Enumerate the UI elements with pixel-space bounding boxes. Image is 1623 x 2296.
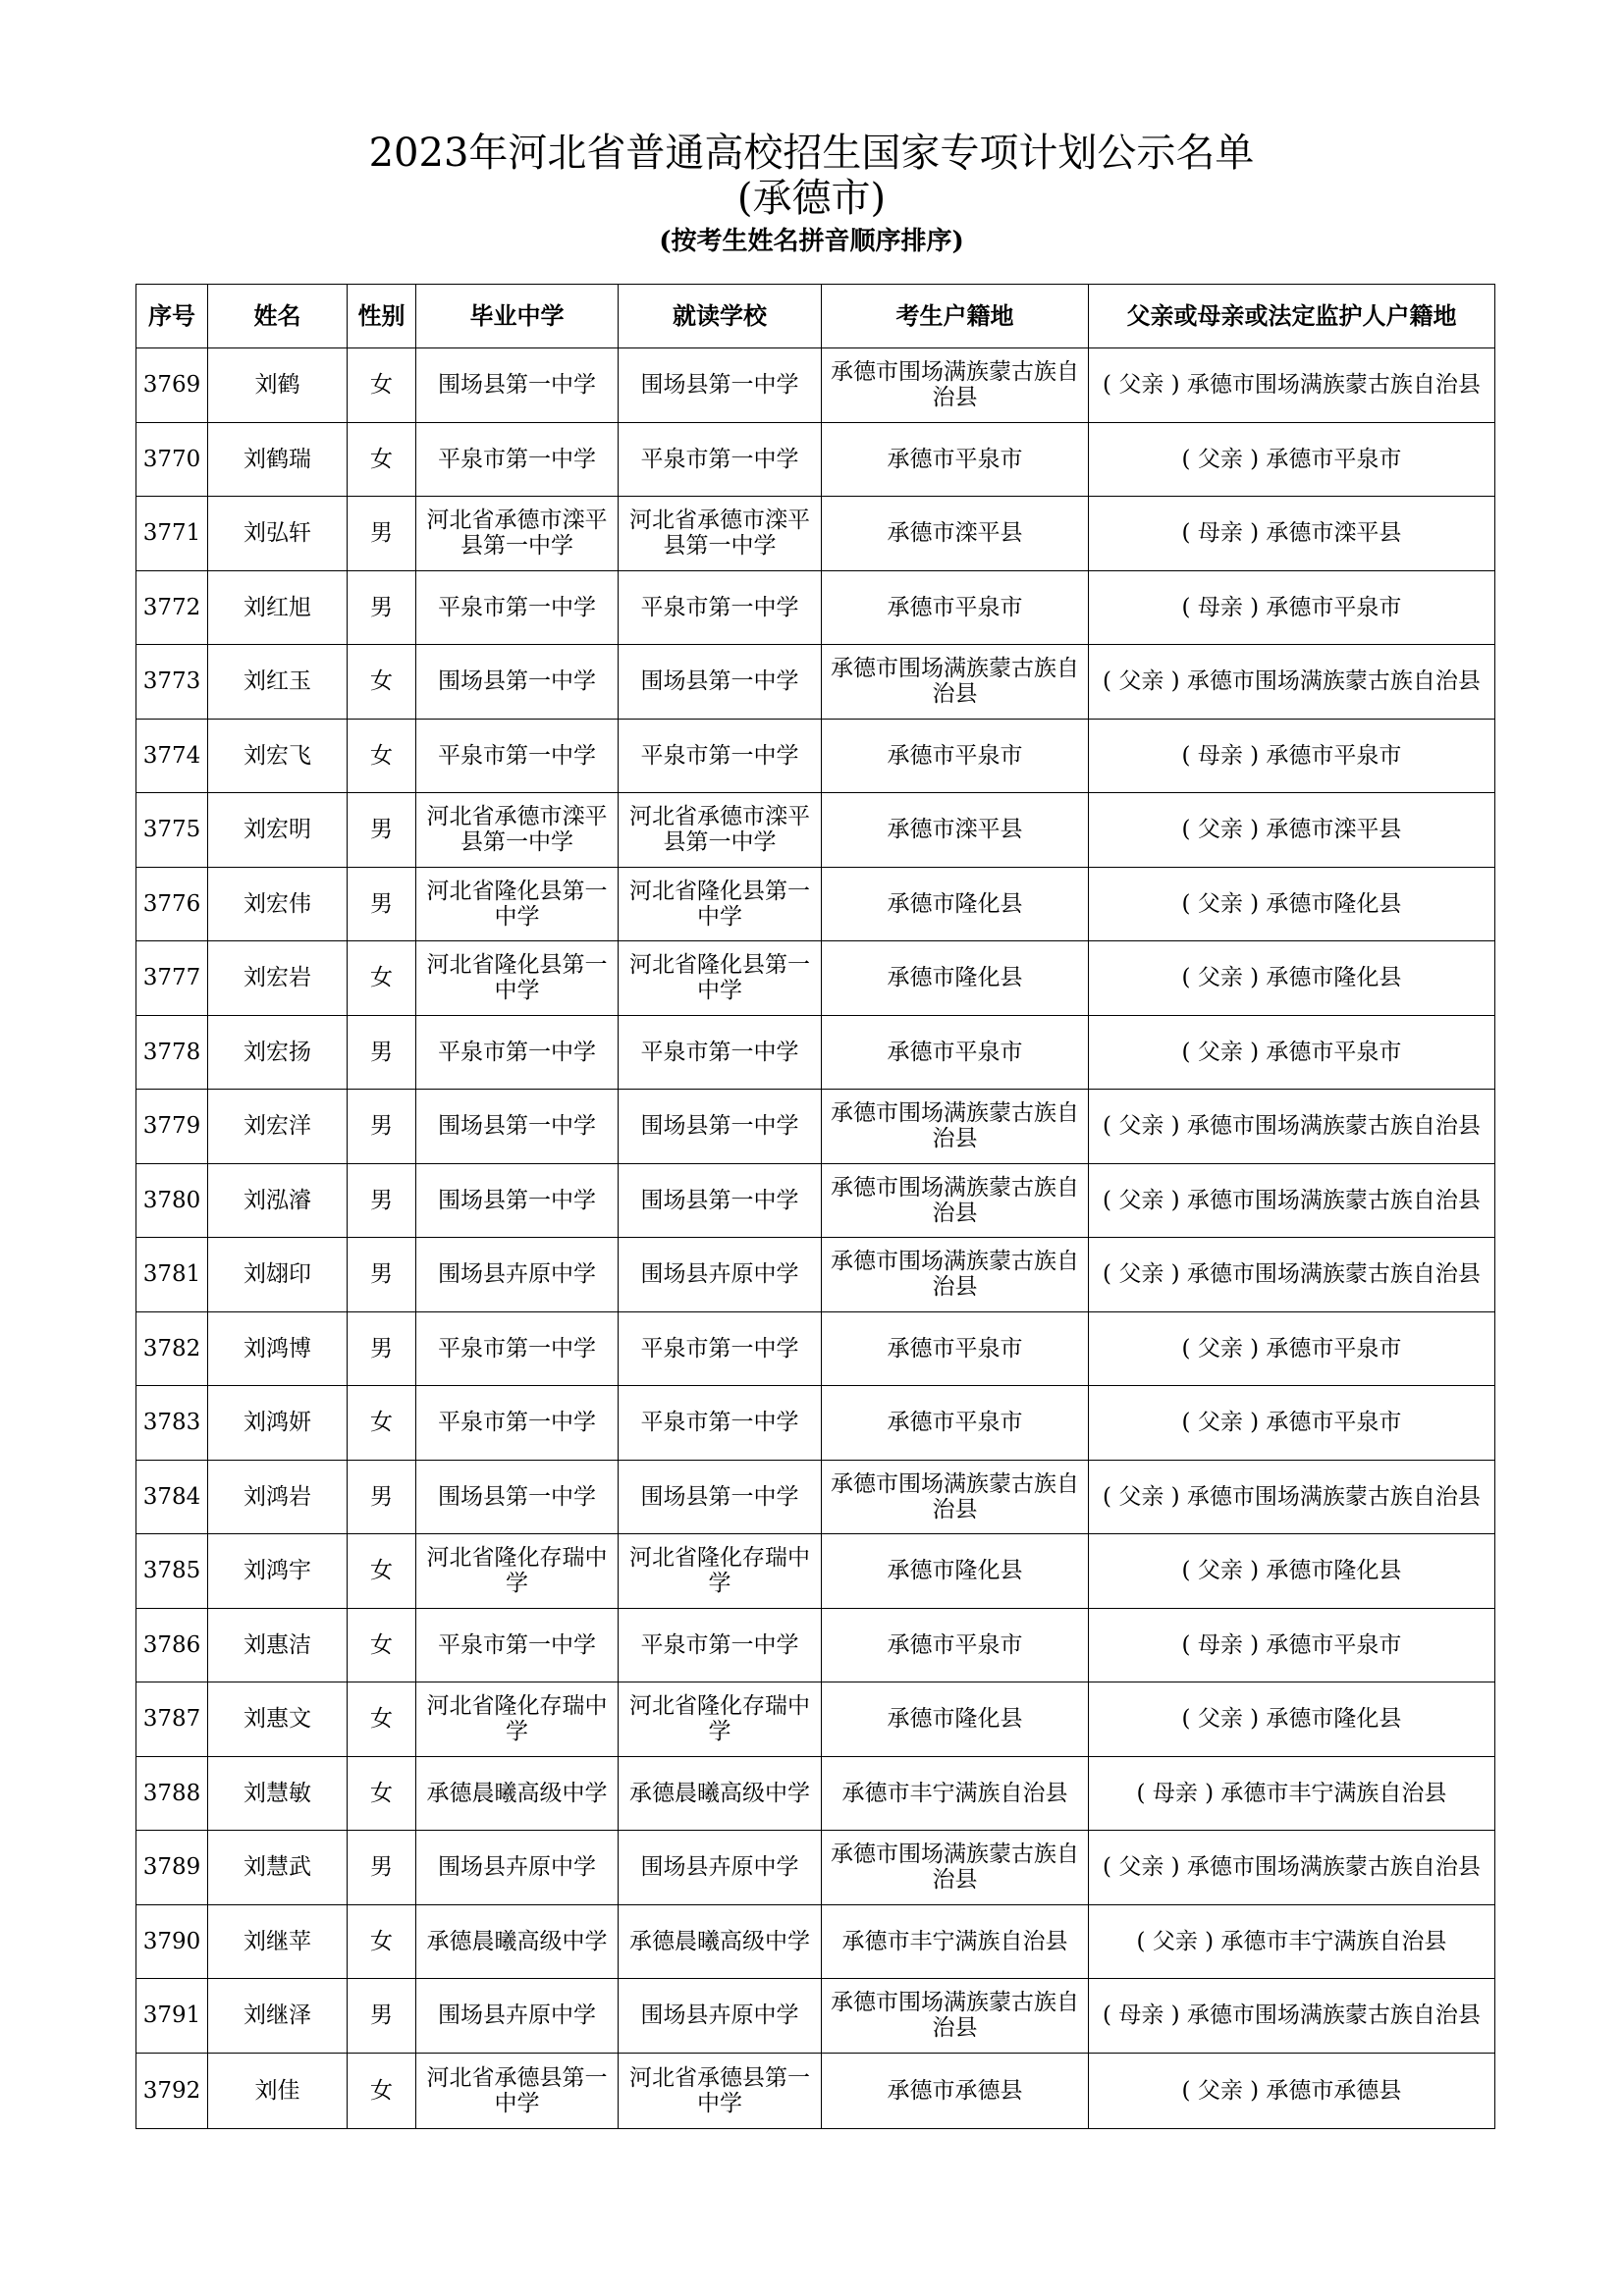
guardian-registration-cell: ( 父亲 ) 承德市隆化县 (1089, 867, 1495, 941)
current-school-cell: 河北省隆化县第一中学 (619, 867, 822, 941)
page-subtitle: (承德市) (736, 176, 887, 221)
table-row (136, 2053, 1495, 2128)
graduated-school-cell: 河北省隆化存瑞中学 (416, 1682, 619, 1757)
seq-cell: 3787 (136, 1682, 208, 1757)
name-cell: 刘惠洁 (208, 1608, 348, 1682)
guardian-registration-cell: ( 父亲 ) 承德市平泉市 (1089, 422, 1495, 497)
household-registration-cell: 承德市围场满族蒙古族自治县 (822, 1831, 1089, 1905)
household-registration-cell: 承德市平泉市 (822, 1608, 1089, 1682)
current-school-cell: 河北省承德市滦平县第一中学 (619, 497, 822, 571)
name-cell: 刘泓濬 (208, 1163, 348, 1238)
name-cell: 刘佳 (208, 2053, 348, 2128)
seq-cell: 3783 (136, 1386, 208, 1461)
seq-cell: 3780 (136, 1163, 208, 1238)
household-registration-cell: 承德市平泉市 (822, 1015, 1089, 1090)
current-school-cell: 河北省隆化存瑞中学 (619, 1534, 822, 1609)
gender-cell: 女 (348, 1682, 416, 1757)
household-registration-cell: 承德市承德县 (822, 2053, 1089, 2128)
seq-cell: 3775 (136, 793, 208, 868)
seq-cell: 3774 (136, 719, 208, 793)
table-row (136, 793, 1495, 868)
current-school-cell: 承德晨曦高级中学 (619, 1904, 822, 1979)
name-cell: 刘鹤 (208, 348, 348, 423)
household-registration-cell: 承德市隆化县 (822, 867, 1089, 941)
current-school-cell: 围场县第一中学 (619, 1163, 822, 1238)
guardian-registration-cell: ( 父亲 ) 承德市滦平县 (1089, 793, 1495, 868)
guardian-registration-cell: ( 父亲 ) 承德市隆化县 (1089, 941, 1495, 1016)
guardian-registration-cell: ( 父亲 ) 承德市围场满族蒙古族自治县 (1089, 1090, 1495, 1164)
guardian-registration-cell: ( 父亲 ) 承德市平泉市 (1089, 1311, 1495, 1386)
graduated-school-cell: 围场县卉原中学 (416, 1238, 619, 1312)
seq-cell: 3792 (136, 2053, 208, 2128)
table-row (136, 1015, 1495, 1090)
graduated-school-cell: 平泉市第一中学 (416, 422, 619, 497)
table-row (136, 570, 1495, 645)
table-row (136, 1904, 1495, 1979)
seq-cell: 3779 (136, 1090, 208, 1164)
gender-cell: 男 (348, 1015, 416, 1090)
col-header-household-registration: 考生户籍地 (822, 285, 1089, 348)
gender-cell: 男 (348, 1238, 416, 1312)
graduated-school-cell: 围场县第一中学 (416, 1090, 619, 1164)
household-registration-cell: 承德市隆化县 (822, 1682, 1089, 1757)
household-registration-cell: 承德市围场满族蒙古族自治县 (822, 1979, 1089, 2054)
name-cell: 刘宏飞 (208, 719, 348, 793)
table-row (136, 1682, 1495, 1757)
current-school-cell: 围场县第一中学 (619, 1460, 822, 1534)
household-registration-cell: 承德市隆化县 (822, 1534, 1089, 1609)
table-row (136, 422, 1495, 497)
household-registration-cell: 承德市隆化县 (822, 941, 1089, 1016)
seq-cell: 3773 (136, 645, 208, 720)
guardian-registration-cell: ( 父亲 ) 承德市隆化县 (1089, 1534, 1495, 1609)
graduated-school-cell: 平泉市第一中学 (416, 570, 619, 645)
gender-cell: 女 (348, 2053, 416, 2128)
name-cell: 刘鹤瑞 (208, 422, 348, 497)
name-cell: 刘红玉 (208, 645, 348, 720)
col-header-current-school: 就读学校 (619, 285, 822, 348)
gender-cell: 男 (348, 793, 416, 868)
graduated-school-cell: 河北省隆化存瑞中学 (416, 1534, 619, 1609)
current-school-cell: 围场县第一中学 (619, 645, 822, 720)
gender-cell: 男 (348, 1163, 416, 1238)
table-row (136, 348, 1495, 423)
current-school-cell: 平泉市第一中学 (619, 1608, 822, 1682)
current-school-cell: 平泉市第一中学 (619, 1386, 822, 1461)
name-cell: 刘鸿博 (208, 1311, 348, 1386)
household-registration-cell: 承德市围场满族蒙古族自治县 (822, 1163, 1089, 1238)
col-header-guardian-registration: 父亲或母亲或法定监护人户籍地 (1089, 285, 1495, 348)
gender-cell: 女 (348, 1534, 416, 1609)
guardian-registration-cell: ( 父亲 ) 承德市隆化县 (1089, 1682, 1495, 1757)
applicant-table (135, 284, 1495, 2129)
gender-cell: 女 (348, 719, 416, 793)
gender-cell: 女 (348, 1756, 416, 1831)
seq-cell: 3776 (136, 867, 208, 941)
name-cell: 刘慧武 (208, 1831, 348, 1905)
graduated-school-cell: 承德晨曦高级中学 (416, 1904, 619, 1979)
name-cell: 刘翃印 (208, 1238, 348, 1312)
current-school-cell: 围场县卉原中学 (619, 1979, 822, 2054)
gender-cell: 男 (348, 1090, 416, 1164)
gender-cell: 女 (348, 422, 416, 497)
guardian-registration-cell: ( 母亲 ) 承德市平泉市 (1089, 570, 1495, 645)
name-cell: 刘宏洋 (208, 1090, 348, 1164)
guardian-registration-cell: ( 母亲 ) 承德市滦平县 (1089, 497, 1495, 571)
guardian-registration-cell: ( 父亲 ) 承德市承德县 (1089, 2053, 1495, 2128)
household-registration-cell: 承德市平泉市 (822, 1386, 1089, 1461)
name-cell: 刘红旭 (208, 570, 348, 645)
table-row (136, 719, 1495, 793)
seq-cell: 3772 (136, 570, 208, 645)
name-cell: 刘鸿岩 (208, 1460, 348, 1534)
page-title: 2023年河北省普通高校招生国家专项计划公示名单 (368, 131, 1255, 176)
table-row (136, 1163, 1495, 1238)
name-cell: 刘惠文 (208, 1682, 348, 1757)
seq-cell: 3791 (136, 1979, 208, 2054)
graduated-school-cell: 河北省隆化县第一中学 (416, 867, 619, 941)
seq-cell: 3784 (136, 1460, 208, 1534)
table-row (136, 497, 1495, 571)
household-registration-cell: 承德市丰宁满族自治县 (822, 1904, 1089, 1979)
graduated-school-cell: 平泉市第一中学 (416, 719, 619, 793)
col-header-gender: 性别 (348, 285, 416, 348)
current-school-cell: 平泉市第一中学 (619, 719, 822, 793)
seq-cell: 3789 (136, 1831, 208, 1905)
table-row (136, 645, 1495, 720)
graduated-school-cell: 围场县第一中学 (416, 1163, 619, 1238)
gender-cell: 男 (348, 570, 416, 645)
graduated-school-cell: 围场县卉原中学 (416, 1979, 619, 2054)
table-row (136, 1979, 1495, 2054)
seq-cell: 3777 (136, 941, 208, 1016)
table-row (136, 1311, 1495, 1386)
name-cell: 刘弘轩 (208, 497, 348, 571)
household-registration-cell: 承德市滦平县 (822, 793, 1089, 868)
name-cell: 刘宏岩 (208, 941, 348, 1016)
current-school-cell: 围场县第一中学 (619, 348, 822, 423)
guardian-registration-cell: ( 父亲 ) 承德市平泉市 (1089, 1015, 1495, 1090)
table-body (136, 348, 1495, 2129)
current-school-cell: 河北省隆化县第一中学 (619, 941, 822, 1016)
seq-cell: 3778 (136, 1015, 208, 1090)
seq-cell: 3781 (136, 1238, 208, 1312)
gender-cell: 女 (348, 645, 416, 720)
current-school-cell: 围场县第一中学 (619, 1090, 822, 1164)
gender-cell: 女 (348, 1904, 416, 1979)
gender-cell: 女 (348, 348, 416, 423)
household-registration-cell: 承德市滦平县 (822, 497, 1089, 571)
seq-cell: 3769 (136, 348, 208, 423)
name-cell: 刘鸿宇 (208, 1534, 348, 1609)
table-row (136, 1756, 1495, 1831)
guardian-registration-cell: ( 父亲 ) 承德市围场满族蒙古族自治县 (1089, 1163, 1495, 1238)
table-row (136, 1238, 1495, 1312)
current-school-cell: 平泉市第一中学 (619, 1015, 822, 1090)
current-school-cell: 平泉市第一中学 (619, 422, 822, 497)
gender-cell: 男 (348, 1460, 416, 1534)
graduated-school-cell: 围场县卉原中学 (416, 1831, 619, 1905)
graduated-school-cell: 围场县第一中学 (416, 1460, 619, 1534)
seq-cell: 3786 (136, 1608, 208, 1682)
guardian-registration-cell: ( 父亲 ) 承德市平泉市 (1089, 1386, 1495, 1461)
gender-cell: 女 (348, 1608, 416, 1682)
graduated-school-cell: 河北省承德市滦平县第一中学 (416, 793, 619, 868)
guardian-registration-cell: ( 父亲 ) 承德市围场满族蒙古族自治县 (1089, 1460, 1495, 1534)
gender-cell: 男 (348, 1311, 416, 1386)
household-registration-cell: 承德市平泉市 (822, 1311, 1089, 1386)
graduated-school-cell: 河北省承德市滦平县第一中学 (416, 497, 619, 571)
household-registration-cell: 承德市围场满族蒙古族自治县 (822, 645, 1089, 720)
table-header-row (136, 285, 1495, 348)
current-school-cell: 平泉市第一中学 (619, 570, 822, 645)
graduated-school-cell: 河北省隆化县第一中学 (416, 941, 619, 1016)
table-row (136, 1090, 1495, 1164)
table-row (136, 867, 1495, 941)
name-cell: 刘宏明 (208, 793, 348, 868)
guardian-registration-cell: ( 母亲 ) 承德市平泉市 (1089, 719, 1495, 793)
sort-note: (按考生姓名拼音顺序排序) (659, 227, 964, 256)
col-header-name: 姓名 (208, 285, 348, 348)
guardian-registration-cell: ( 母亲 ) 承德市丰宁满族自治县 (1089, 1756, 1495, 1831)
seq-cell: 3770 (136, 422, 208, 497)
name-cell: 刘宏伟 (208, 867, 348, 941)
gender-cell: 女 (348, 1386, 416, 1461)
guardian-registration-cell: ( 父亲 ) 承德市围场满族蒙古族自治县 (1089, 1238, 1495, 1312)
graduated-school-cell: 承德晨曦高级中学 (416, 1756, 619, 1831)
table-row (136, 1386, 1495, 1461)
seq-cell: 3790 (136, 1904, 208, 1979)
col-header-seq: 序号 (136, 285, 208, 348)
name-cell: 刘继苹 (208, 1904, 348, 1979)
seq-cell: 3788 (136, 1756, 208, 1831)
seq-cell: 3785 (136, 1534, 208, 1609)
name-cell: 刘继泽 (208, 1979, 348, 2054)
gender-cell: 男 (348, 497, 416, 571)
current-school-cell: 承德晨曦高级中学 (619, 1756, 822, 1831)
household-registration-cell: 承德市围场满族蒙古族自治县 (822, 1090, 1089, 1164)
household-registration-cell: 承德市平泉市 (822, 422, 1089, 497)
table-row (136, 1534, 1495, 1609)
guardian-registration-cell: ( 父亲 ) 承德市围场满族蒙古族自治县 (1089, 348, 1495, 423)
current-school-cell: 河北省承德县第一中学 (619, 2053, 822, 2128)
gender-cell: 男 (348, 1831, 416, 1905)
household-registration-cell: 承德市丰宁满族自治县 (822, 1756, 1089, 1831)
household-registration-cell: 承德市平泉市 (822, 719, 1089, 793)
current-school-cell: 平泉市第一中学 (619, 1311, 822, 1386)
graduated-school-cell: 平泉市第一中学 (416, 1608, 619, 1682)
name-cell: 刘慧敏 (208, 1756, 348, 1831)
current-school-cell: 围场县卉原中学 (619, 1238, 822, 1312)
guardian-registration-cell: ( 父亲 ) 承德市丰宁满族自治县 (1089, 1904, 1495, 1979)
graduated-school-cell: 围场县第一中学 (416, 645, 619, 720)
table-row (136, 941, 1495, 1016)
current-school-cell: 河北省承德市滦平县第一中学 (619, 793, 822, 868)
graduated-school-cell: 平泉市第一中学 (416, 1386, 619, 1461)
current-school-cell: 河北省隆化存瑞中学 (619, 1682, 822, 1757)
household-registration-cell: 承德市平泉市 (822, 570, 1089, 645)
name-cell: 刘鸿妍 (208, 1386, 348, 1461)
table-row (136, 1608, 1495, 1682)
col-header-graduated-school: 毕业中学 (416, 285, 619, 348)
table-row (136, 1831, 1495, 1905)
current-school-cell: 围场县卉原中学 (619, 1831, 822, 1905)
seq-cell: 3771 (136, 497, 208, 571)
graduated-school-cell: 围场县第一中学 (416, 348, 619, 423)
guardian-registration-cell: ( 父亲 ) 承德市围场满族蒙古族自治县 (1089, 645, 1495, 720)
seq-cell: 3782 (136, 1311, 208, 1386)
gender-cell: 女 (348, 941, 416, 1016)
graduated-school-cell: 河北省承德县第一中学 (416, 2053, 619, 2128)
graduated-school-cell: 平泉市第一中学 (416, 1015, 619, 1090)
household-registration-cell: 承德市围场满族蒙古族自治县 (822, 1238, 1089, 1312)
name-cell: 刘宏扬 (208, 1015, 348, 1090)
guardian-registration-cell: ( 母亲 ) 承德市围场满族蒙古族自治县 (1089, 1979, 1495, 2054)
graduated-school-cell: 平泉市第一中学 (416, 1311, 619, 1386)
gender-cell: 男 (348, 867, 416, 941)
table-row (136, 1460, 1495, 1534)
guardian-registration-cell: ( 父亲 ) 承德市围场满族蒙古族自治县 (1089, 1831, 1495, 1905)
household-registration-cell: 承德市围场满族蒙古族自治县 (822, 1460, 1089, 1534)
household-registration-cell: 承德市围场满族蒙古族自治县 (822, 348, 1089, 423)
gender-cell: 男 (348, 1979, 416, 2054)
guardian-registration-cell: ( 母亲 ) 承德市平泉市 (1089, 1608, 1495, 1682)
